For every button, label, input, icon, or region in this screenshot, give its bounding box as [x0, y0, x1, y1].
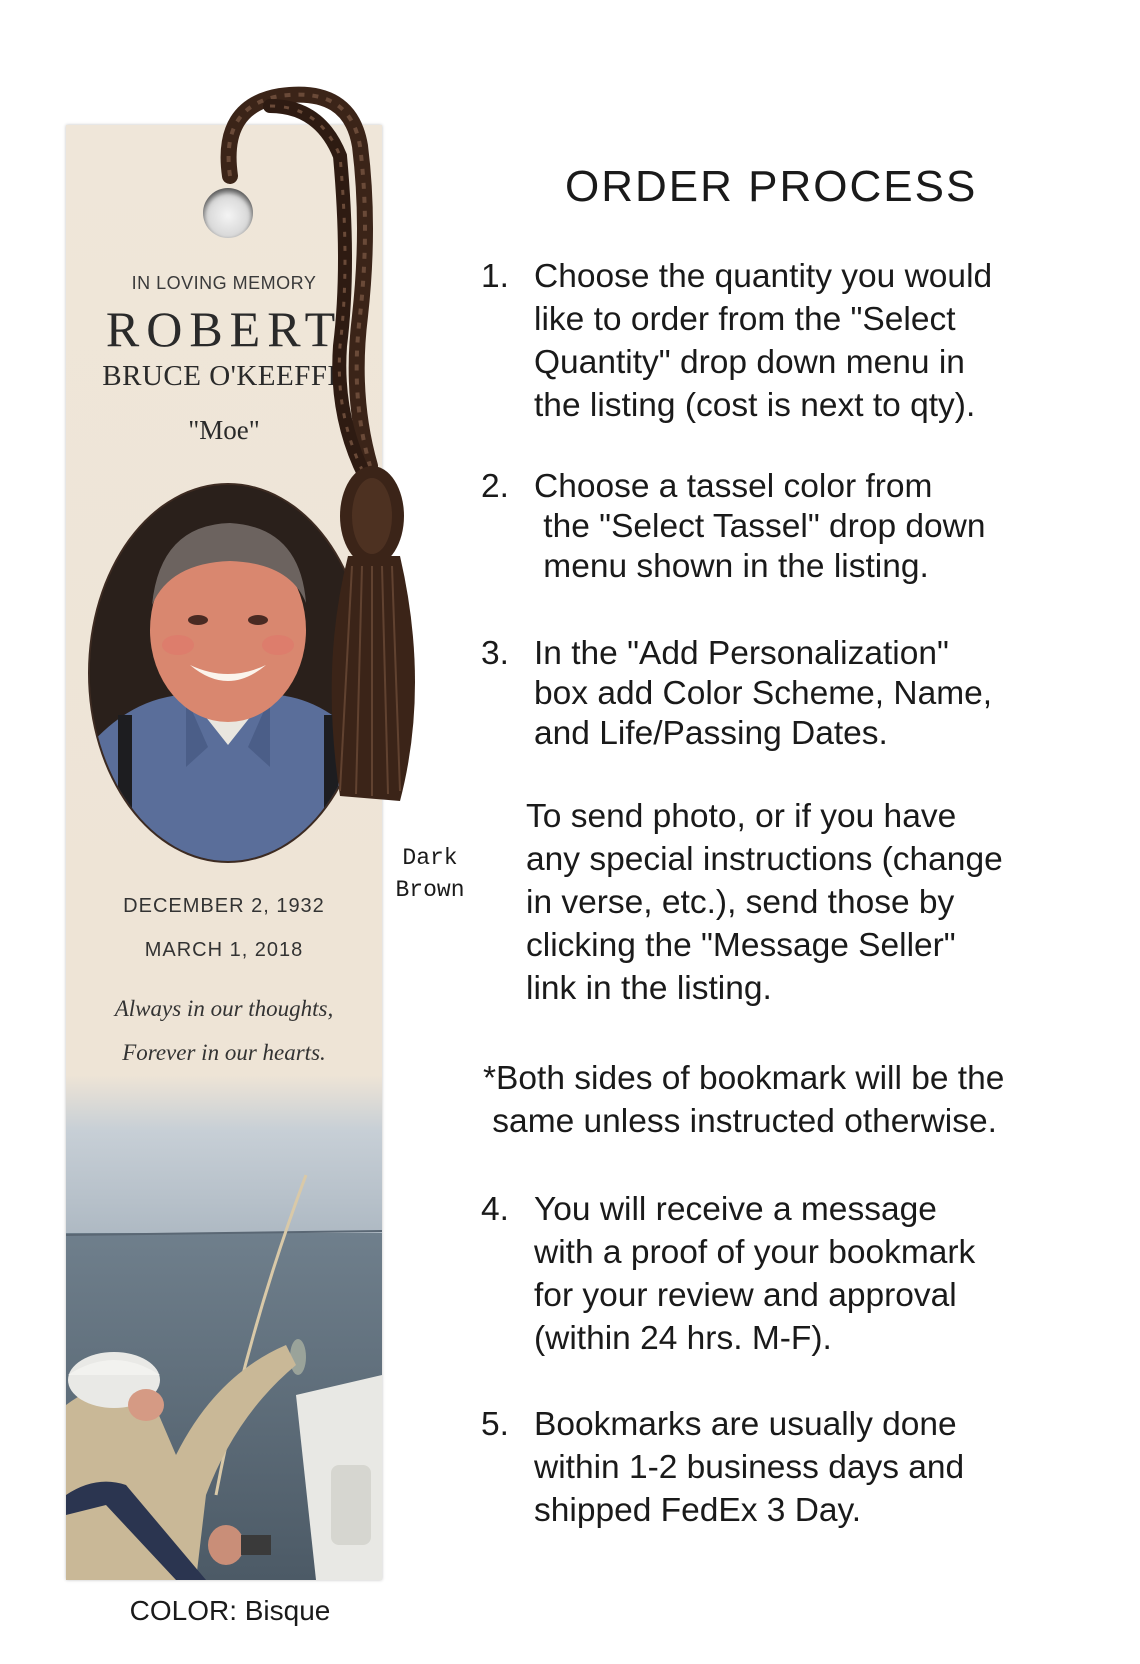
note-line: clicking the "Message Seller"	[526, 927, 956, 964]
photo-instructions-note	[526, 795, 1003, 1010]
note-line: link in the listing.	[526, 970, 772, 1007]
note-line: in verse, etc.), send those by	[526, 884, 955, 921]
both-sides-note	[483, 1057, 1004, 1143]
verse-line-2: Forever in our hearts.	[122, 1040, 326, 1065]
step-line: with a proof of your bookmark	[534, 1234, 976, 1271]
order-process-title: ORDER PROCESS	[565, 162, 978, 211]
step-number: 5.	[481, 1406, 509, 1443]
step-line: like to order from the "Select	[534, 301, 956, 338]
step-line: the listing (cost is next to qty).	[534, 387, 976, 424]
step-line: within 1-2 business days and	[534, 1449, 965, 1486]
step-line: Choose a tassel color from	[534, 468, 933, 505]
last-name: BRUCE O'KEEFFE	[102, 360, 346, 392]
step-line: (within 24 hrs. M-F).	[534, 1320, 832, 1357]
tassel-color-label-line1: Dark	[402, 845, 458, 871]
step-line: and Life/Passing Dates.	[534, 715, 888, 752]
step-line: You will receive a message	[534, 1191, 937, 1228]
first-name: ROBERT	[105, 301, 343, 357]
step-line: Bookmarks are usually done	[534, 1406, 957, 1443]
step-text	[534, 465, 985, 588]
memorial-verse	[66, 987, 382, 1075]
step-text	[534, 632, 992, 755]
step-line: Choose the quantity you would	[534, 258, 993, 295]
note-line: any special instructions (change	[526, 841, 1003, 878]
step-line: box add Color Scheme, Name,	[534, 675, 993, 712]
step-line: In the "Add Personalization"	[534, 635, 949, 672]
color-scheme-caption: COLOR: Bisque	[129, 1595, 331, 1626]
step-number: 1.	[481, 258, 509, 295]
birth-date: DECEMBER 2, 1932	[123, 895, 325, 917]
verse-line-1: Always in our thoughts,	[114, 996, 334, 1021]
step-number: 3.	[481, 635, 509, 672]
step-line: Quantity" drop down menu in	[534, 344, 965, 381]
step-line: for your review and approval	[534, 1277, 957, 1314]
step-number: 2.	[481, 468, 509, 505]
step-number: 4.	[481, 1191, 509, 1228]
step-line: menu shown in the listing.	[534, 548, 929, 585]
step-text	[534, 1403, 964, 1532]
fishing-photo	[66, 1075, 382, 1580]
in-loving-memory-heading: IN LOVING MEMORY	[131, 273, 317, 293]
tassel-color-label-line2: Brown	[395, 877, 465, 903]
nickname: "Moe"	[188, 415, 260, 445]
step-line: the "Select Tassel" drop down	[534, 508, 986, 545]
note-line: To send photo, or if you have	[526, 798, 957, 835]
passing-date: MARCH 1, 2018	[144, 939, 304, 961]
note-line: same unless instructed otherwise.	[483, 1103, 997, 1140]
step-line: shipped FedEx 3 Day.	[534, 1492, 862, 1529]
note-line: *Both sides of bookmark will be the	[483, 1060, 1005, 1097]
step-text	[534, 1188, 975, 1360]
step-text	[534, 255, 992, 427]
tassel-image	[200, 66, 490, 856]
